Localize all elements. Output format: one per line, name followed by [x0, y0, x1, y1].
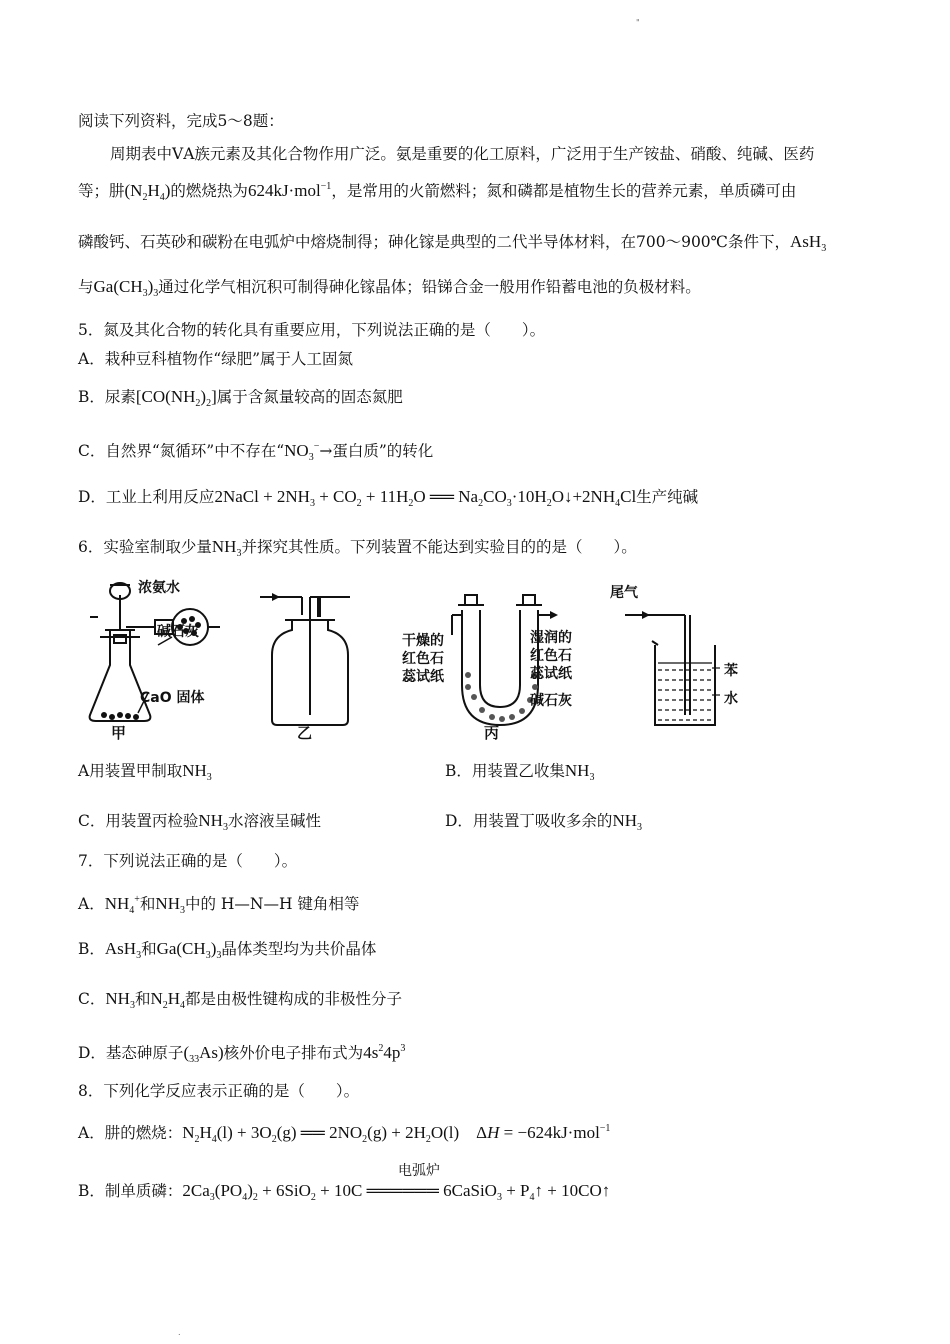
- q7-stem: 7．下列说法正确的是（ ）。: [78, 852, 298, 870]
- q7-option-c: C．$NH_3$和$N_2H_4$都是由极性键构成的非极性分子: [78, 989, 403, 1011]
- q6-option-d: D．用装置丁吸收多余的$NH_3$: [445, 811, 642, 833]
- intro-text: 阅读下列资料，完成5～8题：: [78, 112, 284, 130]
- q8-option-b: B．制单质磷：$2Ca_3(PO_4)_2 + 6SiO_2 + 10C$ ══════ 6CaSiO$_3$ + $P_4↑$ + 10CO↑: [78, 1181, 611, 1203]
- label-wet-paper-1: 湿润的: [530, 630, 572, 646]
- label-jia: 甲: [111, 724, 127, 742]
- label-wet-paper-2: 红色石: [530, 648, 572, 664]
- label-cao-solid: CaO 固体: [140, 690, 205, 706]
- label-ammonia-water: 浓氨水: [138, 580, 180, 596]
- q7-option-b: B．AsH$_3$和$Ga(CH_3)_3$晶体类型均为共价晶体: [78, 939, 377, 961]
- passage-line-4: 与$Ga(CH_3)_3$通过化学气相沉积可制得砷化镓晶体；铅锑合金一般用作铅蓄电池的负极材料。: [78, 277, 701, 299]
- label-wet-paper-3: 蕊试纸: [530, 666, 572, 682]
- q8-option-a: A．肼的燃烧：$N_2H_4(l) + 3O_2(g)$ ══ $2NO_2(g) + 2H_2O(l)$ ΔH = −624kJ·mol$^{-1}$: [78, 1123, 611, 1145]
- q8-stem: 8．下列化学反应表示正确的是（ ）。: [78, 1082, 360, 1100]
- q5-stem: 5．氮及其化合物的转化具有重要应用，下列说法正确的是（ ）。: [78, 321, 546, 339]
- q5-option-d: D．工业上利用反应2NaCl + $2NH_3 + CO_2 + 11H_2O$ ══ $Na_2CO_3\cdot 10H_2O↓+2NH_4Cl$生产纯碱: [78, 487, 699, 509]
- passage-line-2: 等；肼$(N_2H_4)$的燃烧热为624kJ·mol$^{-1}$，是常用的火箭燃料；氮和磷都是植物生长的营养元素，单质磷可由: [78, 181, 797, 203]
- q5-option-b: B．尿素$[CO(NH_2)_2]$属于含氮量较高的固态氮肥: [78, 387, 403, 409]
- q6-stem: 6．实验室制取少量$NH_3$并探究其性质。下列装置不能达到实验目的的是（ ）。: [78, 537, 637, 559]
- q6-option-a: A用装置甲制取$NH_3$: [78, 761, 212, 783]
- arc-furnace-label: 电弧炉: [398, 1163, 440, 1179]
- q6-option-b: B．用装置乙收集$NH_3$: [445, 761, 595, 783]
- q5-option-c: C．自然界“氮循环”中不存在“$NO_3^-\to$蛋白质”的转化: [78, 441, 434, 463]
- label-tail-gas: 尾气: [610, 585, 638, 601]
- label-bing: 丙: [484, 724, 500, 742]
- label-soda-lime-2: 碱石灰: [530, 693, 572, 709]
- label-soda-lime: 碱石灰: [157, 624, 199, 640]
- label-water: 水: [724, 691, 738, 707]
- label-dry-paper-3: 蕊试纸: [402, 669, 444, 685]
- q5-option-a: A．栽种豆科植物作“绿肥”属于人工固氮: [78, 350, 354, 368]
- bottom-dot: .: [178, 1328, 181, 1337]
- q6-option-c: C．用装置丙检验$NH_3$水溶液呈碱性: [78, 811, 321, 833]
- top-dot: ": [636, 18, 640, 27]
- label-dry-paper-1: 干燥的: [402, 633, 444, 649]
- label-benzene: 苯: [724, 663, 738, 679]
- q7-option-a: A．$NH_4^+$和$NH_3$中的 H—N—H 键角相等: [78, 894, 360, 916]
- passage-line-3: 磷酸钙、石英砂和碳粉在电弧炉中熔烧制得；砷化镓是典型的二代半导体材料，在700～900℃条件下，AsH$_3$: [78, 232, 827, 254]
- q7-option-d: D．基态砷原子$(_{33}As)$核外价电子排布式为$4s^24p^3$: [78, 1043, 406, 1065]
- label-yi: 乙: [297, 724, 313, 742]
- passage-line-1: 周期表中ⅤA族元素及其化合物作用广泛。氨是重要的化工原料，广泛用于生产铵盐、硝酸、纯碱、医药: [110, 145, 815, 163]
- label-dry-paper-2: 红色石: [402, 651, 444, 667]
